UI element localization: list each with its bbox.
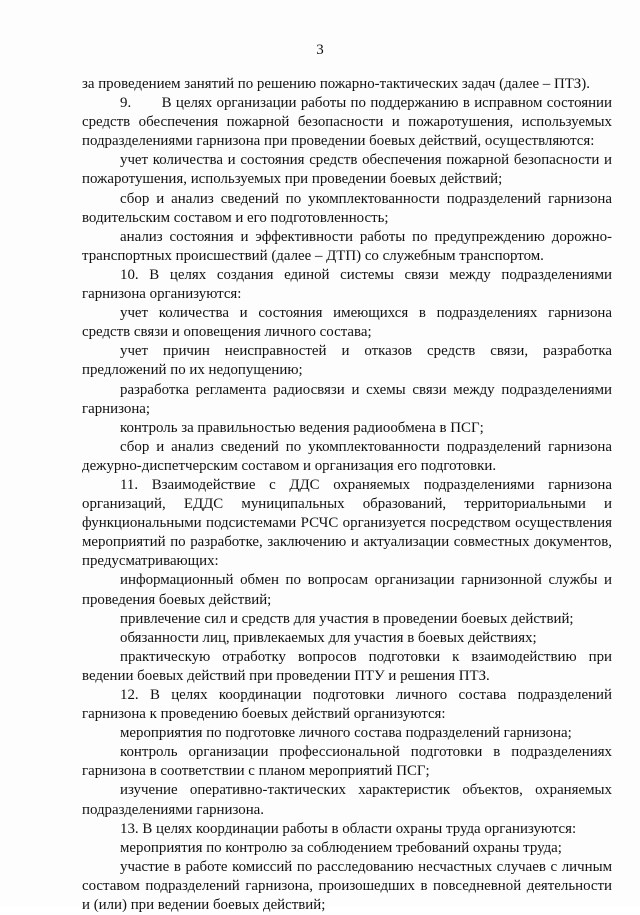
- paragraph: 13. В целях координации работы в области охраны труда организуются:: [120, 820, 577, 837]
- paragraph: привлечение сил и средств для участия в проведении боевых действий;: [120, 610, 574, 627]
- paragraph: информационный обмен по вопросам организации гарнизонной службы и проведения боевых действий;: [82, 572, 612, 608]
- paragraph: участие в работе комиссий по расследованию несчастных случаев с личным составом подразделений гарнизона, произошедших в повседневной деятельности и (или) при ведении боевых действий;: [82, 858, 612, 914]
- paragraph: контроль за правильностью ведения радиообмена в ПСГ;: [120, 419, 484, 436]
- paragraph: 12. В целях координации подготовки личного состава подразделений гарнизона к проведению боевых действий организуются:: [82, 687, 612, 723]
- paragraph: учет количества и состояния средств обеспечения пожарной безопасности и пожаротушения, используемых при проведении боевых действий;: [82, 152, 612, 188]
- paragraph: практическую отработку вопросов подготовки к взаимодействию при ведении боевых действий при проведении ПТУ и решения ПТЗ.: [82, 648, 612, 684]
- paragraph: мероприятия по подготовке личного состава подразделений гарнизона;: [120, 725, 572, 742]
- paragraph: учет количества и состояния имеющихся в подразделениях гарнизона средств связи и оповещения личного состава;: [82, 305, 612, 341]
- document-body: [82, 75, 612, 915]
- paragraph: 11. Взаимодействие с ДДС охраняемых подразделениями гарнизона организаций, ЕДДС муниципальных образований, территориальными и функциональными подсистемами РСЧС организуется посредством осуществления мероприятий по разработке, заключению и актуализации совместных документов, предусматривающих:: [82, 476, 612, 570]
- paragraph: разработка регламента радиосвязи и схемы связи между подразделениями гарнизона;: [82, 381, 612, 417]
- paragraph: сбор и анализ сведений по укомплектованности подразделений гарнизона водительским составом и его подготовленность;: [82, 190, 612, 226]
- paragraph: изучение оперативно-тактических характеристик объектов, охраняемых подразделениями гарнизона.: [82, 782, 612, 818]
- paragraph: 10. В целях создания единой системы связи между подразделениями гарнизона организуются:: [82, 266, 612, 303]
- paragraph: учет причин неисправностей и отказов средств связи, разработка предложений по их недопущению;: [82, 343, 612, 379]
- page-number: 3: [316, 42, 324, 58]
- paragraph: за проведением занятий по решению пожарно-тактических задач (далее – ПТЗ).: [82, 76, 590, 92]
- paragraph: анализ состояния и эффективности работы по предупреждению дорожно-транспортных происшествий (далее – ДТП) со служебным транспортом.: [82, 228, 612, 264]
- paragraph: обязанности лиц, привлекаемых для участия в боевых действиях;: [120, 629, 537, 646]
- paragraph: контроль организации профессиональной подготовки в подразделениях гарнизона в соответствии с планом мероприятий ПСГ;: [82, 744, 612, 780]
- paragraph: 9. В целях организации работы по поддержанию в исправном состоянии средств обеспечения пожарной безопасности и пожаротушения, используемых подразделениями гарнизона при проведении боевых действий, осуществляются:: [82, 95, 612, 150]
- paragraph: сбор и анализ сведений по укомплектованности подразделений гарнизона дежурно-диспетчерским составом и организация его подготовки.: [82, 438, 612, 474]
- paragraph: мероприятия по контролю за соблюдением требований охраны труда;: [120, 839, 562, 856]
